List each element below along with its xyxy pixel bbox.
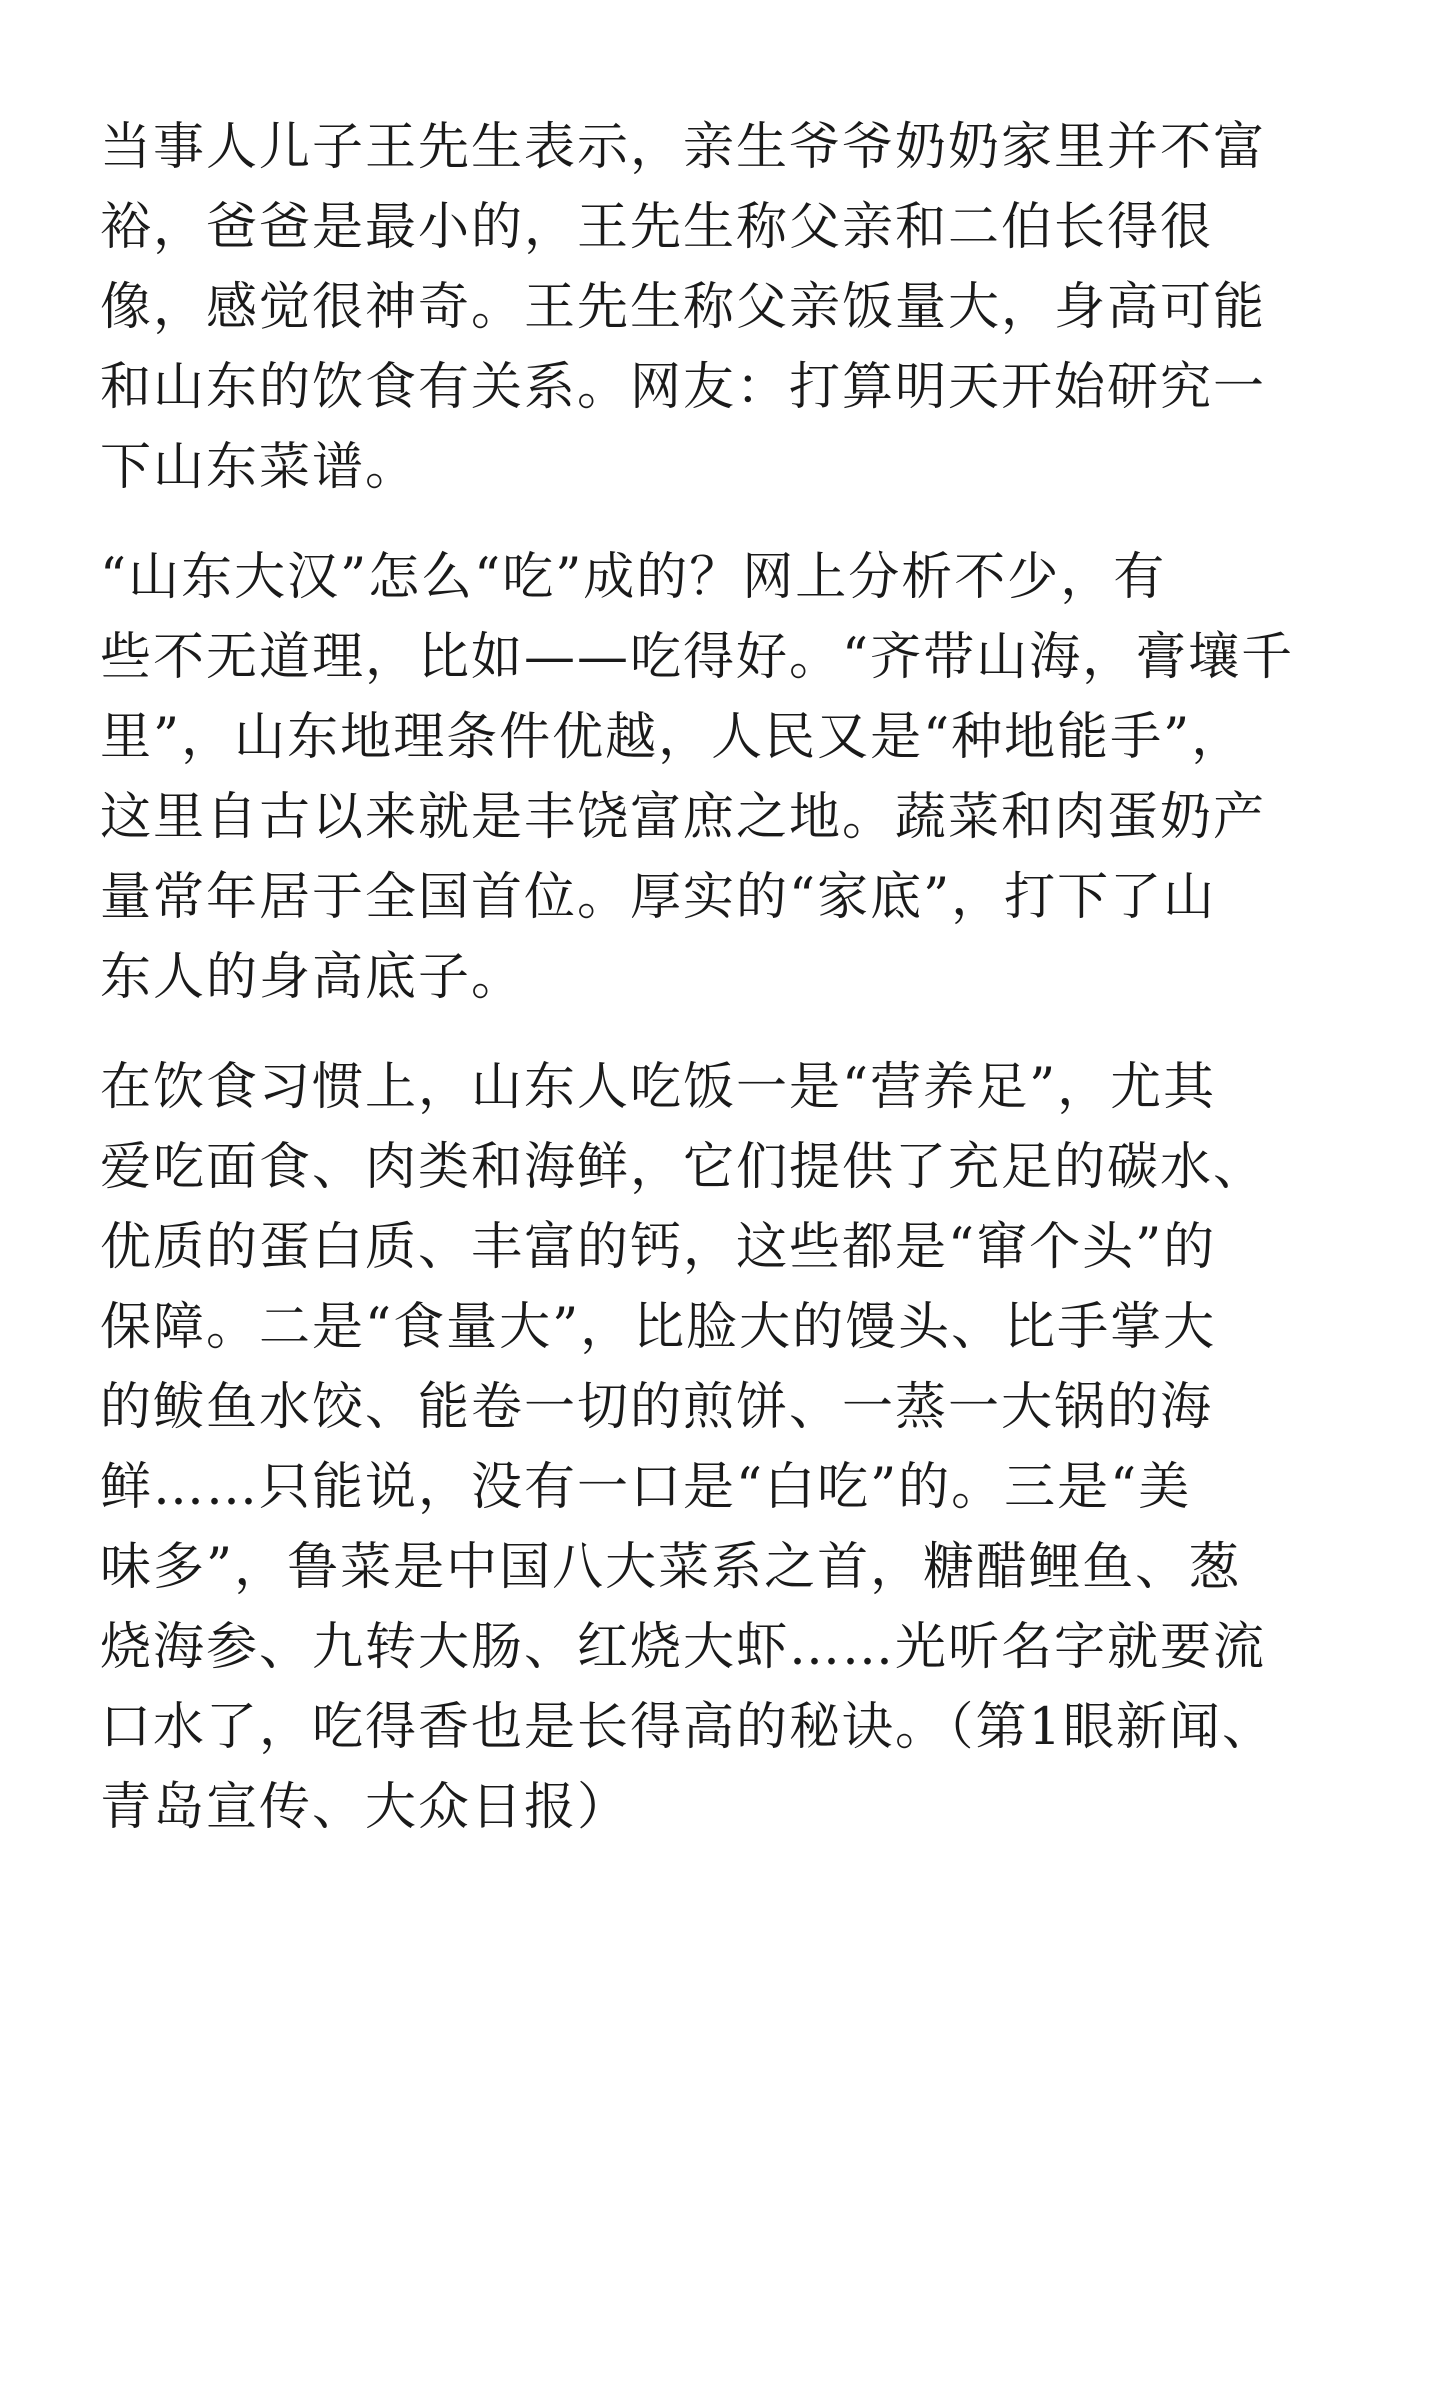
article-paragraph: “山东大汉”怎么“吃”成的？网上分析不少，有 些不无道理，比如——吃得好。“齐带山海，膏壤千 里”，山东地理条件优越，人民又是“种地能手”， 这里自古以来就是丰饶富庶之地。蔬菜和肉蛋奶产 量常年居于全国首位。厚实的“家底”，打下了山 东人的身高底子。: [100, 548, 1295, 1007]
article-paragraph: 在饮食习惯上，山东人吃饭一是“营养足”，尤其 爱吃面食、肉类和海鲜，它们提供了充足的碳水、 优质的蛋白质、丰富的钙，这些都是“窜个头”的 保障。二是“食量大”，比脸大的馒头、比手掌大 的鲅鱼水饺、能卷一切的煎饼、一蒸一大锅的海 鲜……只能说，没有一口是“白吃”的。三是“美 味多”，鲁菜是中国八大菜系之首，糖醋鲤鱼、葱 烧海参、九转大肠、红烧大虾……光听名字就要流 口水了，吃得香也是长得高的秘诀。（第1眼新闻、 青岛宣传、大众日报）: [100, 1058, 1275, 1837]
article-paragraph: 当事人儿子王先生表示，亲生爷爷奶奶家里并不富 裕，爸爸是最小的，王先生称父亲和二伯长得很 像，感觉很神奇。王先生称父亲饭量大，身高可能 和山东的饮食有关系。网友：打算明天开始研究一 下山东菜谱。: [100, 118, 1267, 497]
